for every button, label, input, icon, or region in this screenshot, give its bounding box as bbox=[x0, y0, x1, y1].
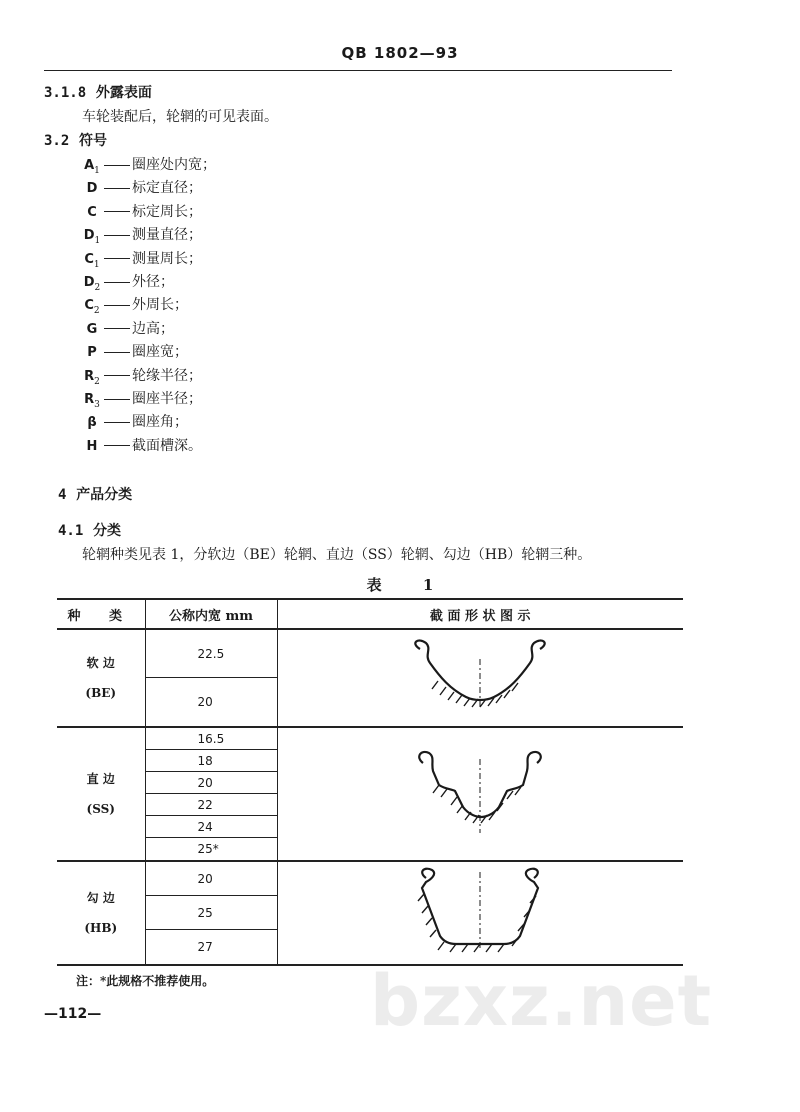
header-kind: 种 类 bbox=[57, 599, 145, 629]
width-value: 20 bbox=[146, 772, 277, 794]
symbol-subscript: 2 bbox=[94, 282, 101, 293]
symbol-name: R bbox=[84, 392, 95, 407]
section-4-1-text: 轮辋种类见表 1，分软边（BE）轮辋、直边（SS）轮辋、勾边（HB）轮辋三种。 bbox=[82, 547, 592, 563]
category-name: 勾 边 bbox=[86, 891, 115, 905]
symbol-subscript: 2 bbox=[94, 376, 100, 387]
symbol-name: C bbox=[84, 251, 94, 267]
category-code: (BE) bbox=[85, 686, 117, 700]
width-value: 22.5 bbox=[146, 630, 277, 678]
symbol-label bbox=[82, 414, 102, 430]
symbol-label bbox=[82, 321, 102, 337]
width-value: 27 bbox=[197, 940, 213, 954]
symbol-row bbox=[82, 201, 202, 221]
symbol-description: 截面槽深。 bbox=[132, 437, 202, 454]
symbol-name: D bbox=[86, 181, 98, 197]
symbol-row bbox=[82, 177, 202, 197]
width-value: 18 bbox=[146, 750, 277, 772]
em-dash-rule bbox=[104, 399, 130, 400]
symbol-subscript: 1 bbox=[93, 259, 100, 270]
symbol-row bbox=[82, 224, 202, 244]
symbol-label bbox=[82, 438, 102, 454]
symbol-description: 测量周长； bbox=[132, 250, 202, 267]
em-dash-rule bbox=[104, 211, 130, 212]
section-3-2-heading bbox=[44, 130, 107, 150]
section-title: 分类 bbox=[93, 523, 122, 539]
symbol-name: β bbox=[87, 415, 97, 431]
width-value: 25 bbox=[146, 896, 277, 930]
section-3-1-8-heading bbox=[44, 82, 152, 102]
shape-cell-hb bbox=[277, 861, 683, 965]
em-dash-rule bbox=[104, 258, 130, 259]
symbol-description: 外径； bbox=[132, 274, 174, 290]
symbol-row bbox=[82, 388, 202, 408]
header-shape: 截 面 形 状 图 示 bbox=[277, 599, 683, 629]
standard-code: QB 1802—93 bbox=[341, 44, 459, 62]
symbol-name: R bbox=[84, 368, 95, 384]
width-value: 16.5 bbox=[146, 728, 277, 750]
width-cell-ss bbox=[145, 727, 277, 861]
symbol-name: D bbox=[83, 275, 95, 290]
section-number: 3.1.8 bbox=[44, 85, 87, 101]
symbol-subscript: 1 bbox=[94, 235, 101, 246]
table-row-be bbox=[57, 629, 683, 727]
symbol-label bbox=[82, 227, 102, 246]
symbol-label bbox=[82, 180, 102, 196]
em-dash-rule bbox=[104, 445, 130, 446]
symbol-description: 测量直径； bbox=[132, 227, 202, 244]
symbol-name: C bbox=[84, 298, 94, 314]
symbol-row bbox=[82, 294, 188, 317]
symbol-row bbox=[82, 271, 174, 291]
symbol-row bbox=[82, 318, 174, 338]
section-title: 符号 bbox=[79, 133, 108, 149]
section-number: 4 bbox=[58, 487, 67, 503]
symbol-description: 标定直径； bbox=[132, 180, 202, 197]
symbol-description: 圈座角； bbox=[132, 414, 188, 431]
symbol-description: 边高； bbox=[132, 320, 174, 337]
symbol-label bbox=[82, 251, 102, 270]
table-row-hb bbox=[57, 861, 683, 965]
em-dash-rule bbox=[104, 305, 130, 306]
symbol-description: 圈座处内宽； bbox=[132, 157, 216, 173]
table-footnote: 注：*此规格不推荐使用。 bbox=[76, 974, 215, 988]
em-dash-rule bbox=[104, 375, 130, 376]
symbol-row bbox=[82, 248, 202, 268]
section-number: 4.1 bbox=[58, 523, 84, 539]
symbol-name: H bbox=[86, 438, 98, 454]
symbol-label bbox=[82, 391, 102, 410]
header-rule bbox=[44, 70, 672, 71]
category-name: 直 边 bbox=[86, 772, 115, 786]
section-4-1-heading bbox=[58, 520, 121, 540]
symbol-name: P bbox=[87, 345, 97, 361]
ss-rim-profile-drawing bbox=[405, 745, 555, 841]
section-number: 3.2 bbox=[44, 133, 70, 149]
em-dash-rule bbox=[104, 352, 130, 353]
symbol-description: 圈座半径； bbox=[132, 391, 202, 407]
em-dash-rule bbox=[104, 188, 130, 189]
width-value: 22 bbox=[146, 794, 277, 816]
hb-rim-profile-drawing bbox=[400, 864, 560, 960]
symbol-description: 圈座宽； bbox=[132, 344, 188, 361]
symbol-description: 标定周长； bbox=[132, 203, 202, 220]
header-width: 公称内宽 mm bbox=[145, 599, 277, 629]
watermark-text: bzxz.net bbox=[370, 960, 713, 1042]
symbol-description: 轮缘半径； bbox=[132, 367, 202, 384]
symbol-name: G bbox=[86, 321, 98, 337]
width-cell-be bbox=[145, 629, 277, 727]
rim-type-table bbox=[57, 598, 683, 966]
shape-cell-be bbox=[277, 629, 683, 727]
category-code: (HB) bbox=[84, 921, 118, 935]
page-number: —112— bbox=[44, 1006, 102, 1022]
symbol-subscript: 2 bbox=[93, 306, 100, 317]
em-dash-rule bbox=[104, 165, 130, 166]
section-title: 产品分类 bbox=[76, 487, 133, 503]
width-value: 25* bbox=[197, 842, 219, 856]
symbol-label bbox=[82, 368, 102, 387]
category-cell-hb bbox=[57, 861, 145, 965]
section-title: 外露表面 bbox=[95, 85, 152, 101]
symbol-label bbox=[82, 297, 102, 316]
symbol-row bbox=[82, 365, 202, 385]
symbol-row bbox=[82, 341, 188, 361]
width-value: 20 bbox=[197, 695, 213, 709]
width-value: 24 bbox=[146, 816, 277, 838]
symbol-row bbox=[82, 154, 216, 174]
table-row-ss bbox=[57, 727, 683, 861]
symbol-name: C bbox=[87, 204, 97, 220]
symbol-subscript: 1 bbox=[94, 165, 100, 176]
symbol-label bbox=[82, 204, 102, 220]
be-rim-profile-drawing bbox=[400, 637, 560, 717]
symbol-label bbox=[82, 344, 102, 360]
symbol-row bbox=[82, 411, 188, 431]
em-dash-rule bbox=[104, 328, 130, 329]
symbol-name: A bbox=[84, 158, 95, 173]
symbol-subscript: 3 bbox=[94, 399, 100, 410]
category-name: 软 边 bbox=[86, 656, 115, 670]
em-dash-rule bbox=[104, 422, 130, 423]
category-cell-ss bbox=[57, 727, 145, 861]
category-cell-be bbox=[57, 629, 145, 727]
shape-cell-ss bbox=[277, 727, 683, 861]
symbol-description: 外周长； bbox=[132, 297, 188, 314]
category-code: (SS) bbox=[86, 802, 115, 816]
symbol-label bbox=[82, 274, 102, 293]
section-4-heading bbox=[58, 484, 132, 504]
width-cell-hb bbox=[145, 861, 277, 965]
em-dash-rule bbox=[104, 282, 130, 283]
symbol-name: D bbox=[83, 228, 95, 244]
width-value: 20 bbox=[146, 862, 277, 896]
section-3-1-8-text: 车轮装配后，轮辋的可见表面。 bbox=[82, 109, 278, 125]
symbol-row bbox=[82, 435, 202, 455]
symbol-label bbox=[82, 157, 102, 176]
table-title: 表 1 bbox=[366, 576, 452, 594]
em-dash-rule bbox=[104, 235, 130, 236]
table-header-row bbox=[57, 599, 683, 629]
